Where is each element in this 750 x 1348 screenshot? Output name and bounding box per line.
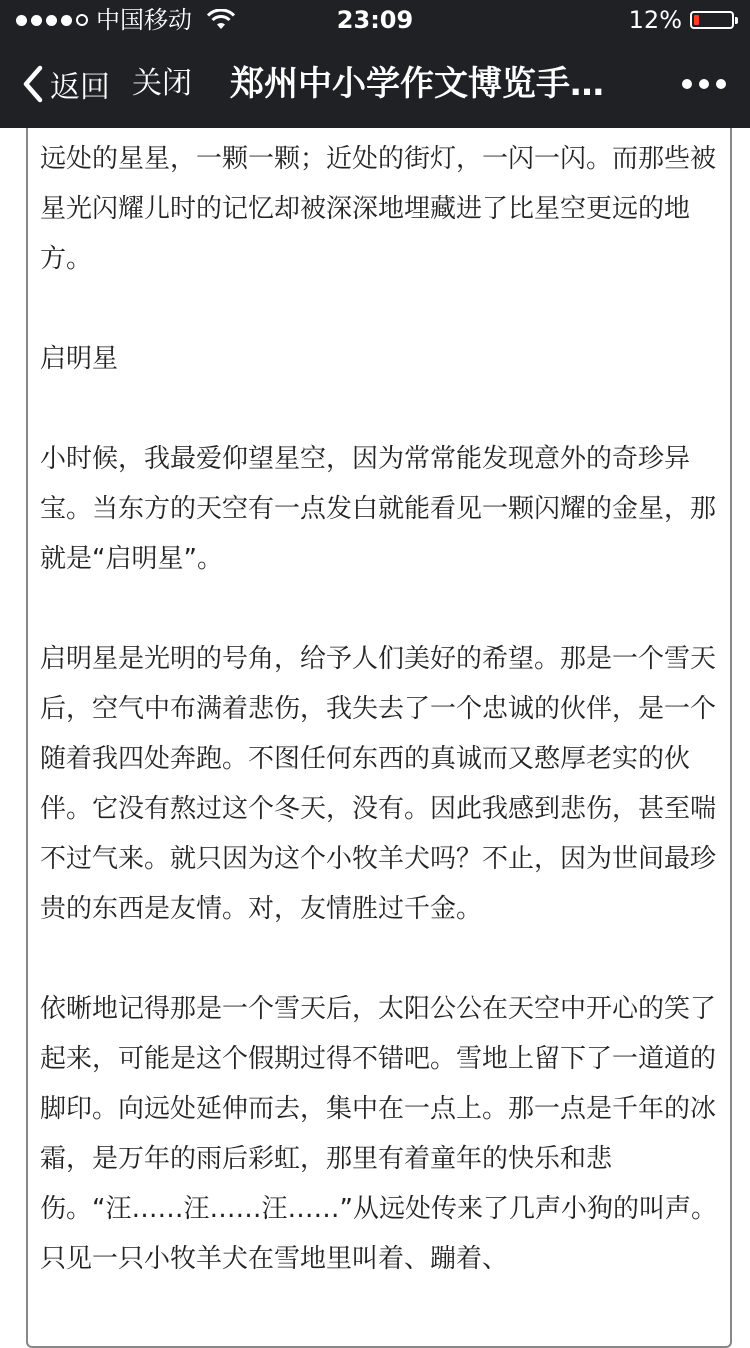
battery-percent: 12% [628,6,682,34]
paragraph: 启明星是光明的号角，给予人们美好的希望。那是一个雪天后，空气中布满着悲伤，我失去了一个忠诚的伙伴，是一个随着我四处奔跑。不图任何东西的真诚而又憨厚老实的伙伴。它没有熬过这个冬天，没有。因此我感到悲伤，甚至喘不过气来。就只因为这个小牧羊犬吗？不止，因为世间最珍贵的东西是友情。对，友情胜过千金。 [40,644,717,924]
more-dot-icon [699,79,709,89]
paragraph: 小时候，我最爱仰望星空，因为常常能发现意外的奇珍异宝。当东方的天空有一点发白就能看见一颗闪耀的金星，那就是“启明星”。 [40,444,717,574]
article-body [28,128,730,1284]
section-heading: 启明星 [40,344,119,374]
battery-icon [690,11,734,29]
chevron-left-icon [18,62,46,106]
more-dot-icon [682,79,692,89]
carrier-label: 中国移动 [96,6,192,34]
back-label: 返回 [50,70,110,105]
more-dot-icon [716,79,726,89]
status-bar [0,0,750,40]
clock: 23:09 [336,6,414,34]
page-title: 郑州中小学作文博览手… [230,64,604,104]
status-right [629,0,734,40]
close-button[interactable]: 关闭 [132,66,192,101]
more-options-button[interactable] [682,40,726,128]
nav-bar [0,40,750,128]
back-button[interactable] [18,40,110,128]
article-container[interactable] [26,128,732,1348]
paragraph: 依晰地记得那是一个雪天后，太阳公公在天空中开心的笑了起来，可能是这个假期过得不错吧。雪地上留下了一道道的脚印。向远处延伸而去，集中在一点上。那一点是千年的冰霜，是万年的雨后彩虹，那里有着童年的快乐和悲伤。“汪……汪……汪……”从远处传来了几声小狗的叫声。只见一只小牧羊犬在雪地里叫着、蹦着、 [40,994,717,1274]
paragraph: 远处的星星，一颗一颗；近处的街灯，一闪一闪。而那些被星光闪耀儿时的记忆却被深深地埋藏进了比星空更远的地方。 [40,144,717,274]
